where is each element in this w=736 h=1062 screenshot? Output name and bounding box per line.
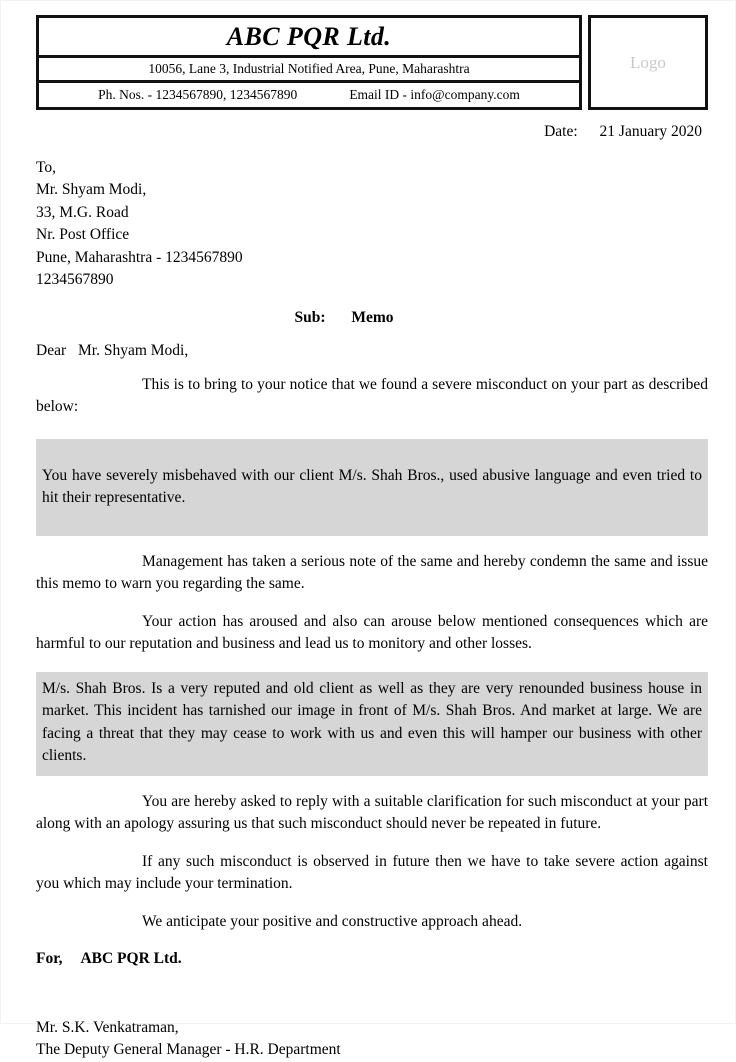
date-line bbox=[36, 124, 708, 140]
letterhead-info-block bbox=[36, 15, 582, 110]
paragraph-closing: We anticipate your positive and constructive approach ahead. bbox=[142, 912, 523, 930]
signer-name: Mr. S.K. Venkatraman, bbox=[36, 1018, 179, 1036]
subject-line bbox=[36, 310, 708, 326]
paragraph-consequences: Your action has aroused and also can arouse below mentioned consequences which are harmful to our reputation and business and lead us to monitory and other losses. bbox=[36, 612, 708, 652]
logo-placeholder-text: Logo bbox=[630, 53, 666, 72]
salutation-greeting: Dear bbox=[36, 342, 67, 359]
company-contact bbox=[98, 88, 520, 102]
letterhead-address-row bbox=[39, 58, 579, 83]
letterhead-contact-row bbox=[39, 83, 579, 107]
company-phone: Ph. Nos. - 1234567890, 1234567890 bbox=[98, 87, 298, 103]
signoff-line bbox=[36, 951, 708, 967]
company-email: Email ID - info@company.com bbox=[349, 87, 520, 103]
recipient-line: Pune, Maharashtra - 1234567890 bbox=[36, 248, 243, 266]
signoff-for-label: For, bbox=[36, 950, 63, 967]
logo-box bbox=[588, 15, 708, 110]
paragraph-warning: If any such misconduct is observed in future then we have to take severe action against you which may include your termination. bbox=[36, 852, 708, 892]
highlighted-paragraph-misbehaviour: You have severely misbehaved with our client M/s. Shah Bros., used abusive language and even tried to hit their representative. bbox=[36, 439, 708, 536]
recipient-block bbox=[36, 157, 708, 292]
recipient-line: 33, M.G. Road bbox=[36, 203, 129, 221]
document-content bbox=[36, 15, 708, 1062]
highlighted-paragraph-client-reputation: M/s. Shah Bros. Is a very reputed and old client as well as they are very renounded business house in market. This incident has tarnished our image in front of M/s. Shah Bros. And market at large. We are facing a threat that they may cease to work with us and even this will hamper our business with other clients. bbox=[36, 672, 708, 776]
company-address: 10056, Lane 3, Industrial Notified Area, Pune, Maharashtra bbox=[148, 61, 470, 77]
paragraph-management: Management has taken a serious note of the same and hereby condemn the same and issue this memo to warn you regarding the same. bbox=[36, 552, 708, 592]
salutation bbox=[36, 343, 708, 359]
recipient-line: 1234567890 bbox=[36, 271, 114, 288]
salutation-name: Mr. Shyam Modi, bbox=[78, 342, 189, 359]
signer-block bbox=[36, 1017, 708, 1062]
signer-title: The Deputy General Manager - H.R. Department bbox=[36, 1041, 341, 1058]
recipient-line: Mr. Shyam Modi, bbox=[36, 181, 147, 198]
company-name: ABC PQR Ltd. bbox=[226, 21, 392, 51]
paragraph-reply-request: You are hereby asked to reply with a suitable clarification for such misconduct at your part along with an apology assuring us that such misconduct should never be repeated in future. bbox=[36, 792, 708, 832]
letterhead-title-row bbox=[39, 18, 579, 58]
letterhead bbox=[36, 15, 708, 110]
recipient-to-label: To, bbox=[36, 158, 57, 176]
date-value: 21 January 2020 bbox=[599, 123, 702, 140]
signoff-company: ABC PQR Ltd. bbox=[80, 950, 182, 967]
subject-label: Sub: bbox=[294, 308, 326, 326]
date-label: Date: bbox=[544, 123, 578, 140]
recipient-line: Nr. Post Office bbox=[36, 226, 130, 243]
subject-value: Memo bbox=[351, 308, 394, 326]
paragraph-intro: This is to bring to your notice that we found a severe misconduct on your part as described below: bbox=[36, 375, 708, 415]
